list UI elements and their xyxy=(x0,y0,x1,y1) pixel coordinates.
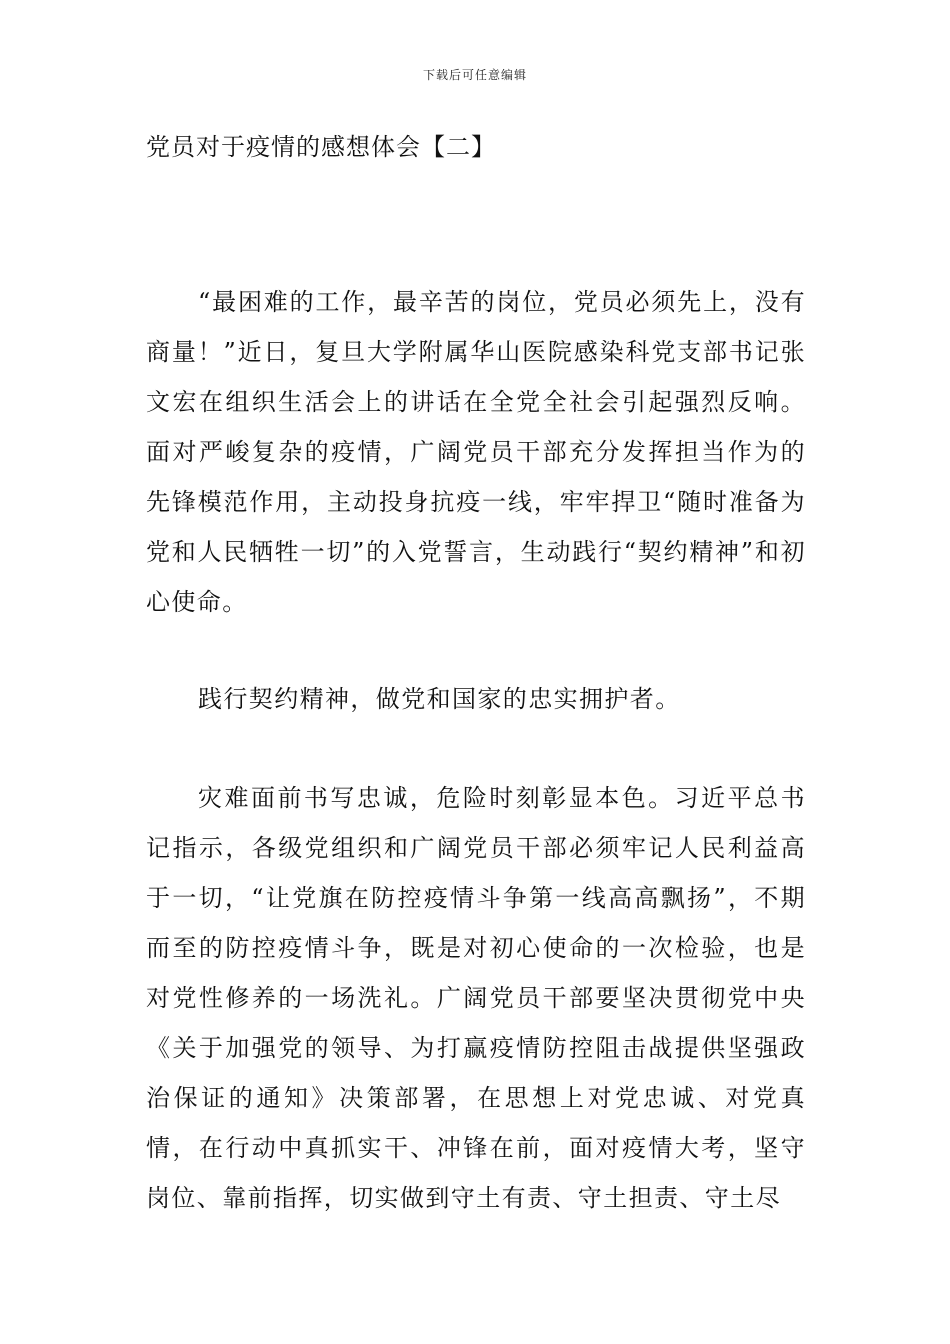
header-note: 下载后可任意编辑 xyxy=(422,68,527,82)
paragraph-subheading: 践行契约精神，做党和国家的忠实拥护者。 xyxy=(198,685,681,713)
paragraph-body: 灾难面前书写忠诚，危险时刻彰显本色。习近平总书记指示，各级党组织和广阔党员干部必须牢记人民利益高于一切，“让党旗在防控疫情斗争第一线高高飘扬”，不期而至的防控疫情斗争，既是对初心使命的一次检验，也是对党性修养的一场洗礼。广阔党员干部要坚决贯彻党中央《关于加强党的领导、为打赢疫情防控阻击战提供坚强政治保证的通知》决策部署，在思想上对党忠诚、对党真情，在行动中真抓实干、冲锋在前，面对疫情大考，坚守岗位、靠前指挥，切实做到守土有责、守土担责、守土尽 xyxy=(146,784,806,1212)
paragraph-intro: “最困难的工作，最辛苦的岗位，党员必须先上，没有商量！”近日，复旦大学附属华山医院感染科党支部书记张文宏在组织生活会上的讲话在全党全社会引起强烈反响。面对严峻复杂的疫情，广阔党员干部充分发挥担当作为的先锋模范作用，主动投身抗疫一线，牢牢捍卫“随时准备为党和人民牺牲一切”的入党誓言，生动践行“契约精神”和初心使命。 xyxy=(146,288,806,616)
document-title: 党员对于疫情的感想体会【二】 xyxy=(146,133,496,161)
